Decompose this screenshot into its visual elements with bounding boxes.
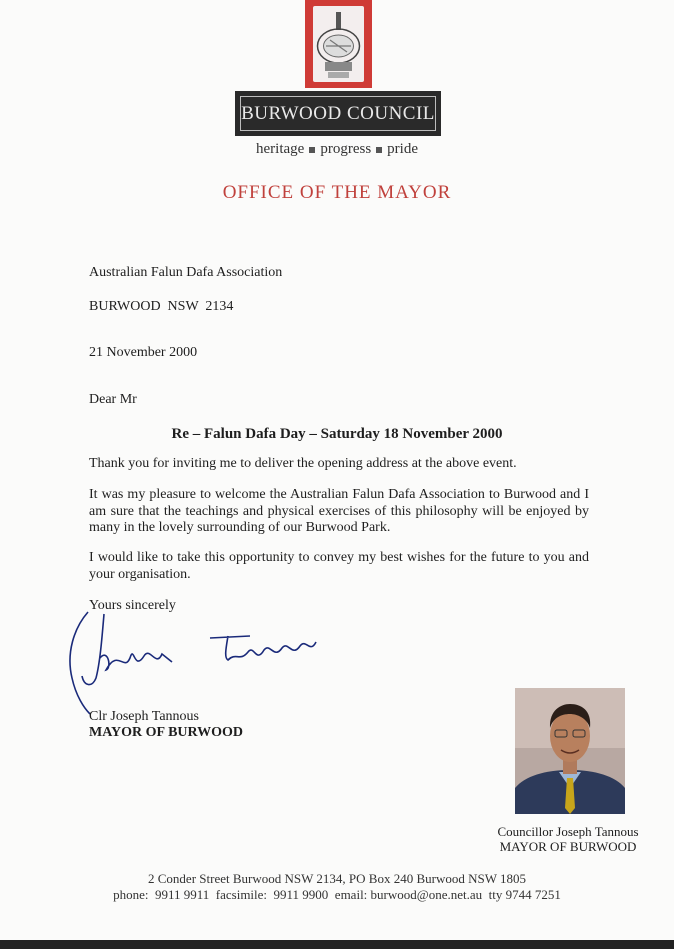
crest-icon [313, 6, 364, 82]
recipient-line1: Australian Falun Dafa Association [89, 265, 283, 280]
signature-joseph-tannous [60, 608, 350, 718]
office-title: OFFICE OF THE MAYOR [222, 182, 452, 203]
footer-phone: phone: 9911 9911 facsimile: 9911 9900 email: burwood@one.net.au tty 9744 7251 [113, 887, 561, 902]
scan-edge [0, 940, 674, 949]
crest-inner-panel [313, 6, 364, 82]
recipient-line2: BURWOOD NSW 2134 [89, 299, 234, 314]
body-paragraph-2: It was my pleasure to welcome the Australian Falun Dafa Association to Burwood and I am sure that the teachings and physical exercises of this philosophy will be enjoyed by many in the lovely surrounding of our Burwood Park. [89, 487, 589, 535]
signer-name: Clr Joseph Tannous [89, 709, 199, 724]
closing: Yours sincerely [89, 598, 176, 613]
body-paragraph-1: Thank you for inviting me to deliver the opening address at the above event. [89, 456, 517, 471]
bullet-icon [309, 147, 315, 153]
tagline-progress: progress [320, 141, 372, 157]
footer-address: 2 Conder Street Burwood NSW 2134, PO Box 240 Burwood NSW 1805 [148, 871, 526, 886]
salutation: Dear Mr [89, 392, 137, 407]
bullet-icon [376, 147, 382, 153]
caption-title: MAYOR OF BURWOOD [499, 839, 637, 854]
footer-contact [0, 871, 674, 903]
council-name: BURWOOD COUNCIL [240, 96, 436, 131]
subject-heading: Re – Falun Dafa Day – Saturday 18 November 2000 [171, 426, 503, 442]
letter-date: 21 November 2000 [89, 345, 198, 360]
body-paragraph-3: I would like to take this opportunity to convey my best wishes for the future to you and your organisation. [89, 550, 589, 582]
caption-name: Councillor Joseph Tannous [497, 824, 639, 839]
tagline [0, 141, 674, 158]
tagline-heritage: heritage [256, 141, 305, 157]
mayor-photo [515, 688, 625, 814]
tagline-pride: pride [387, 141, 418, 157]
photo-caption [470, 824, 666, 854]
signer-title: MAYOR OF BURWOOD [89, 725, 244, 740]
